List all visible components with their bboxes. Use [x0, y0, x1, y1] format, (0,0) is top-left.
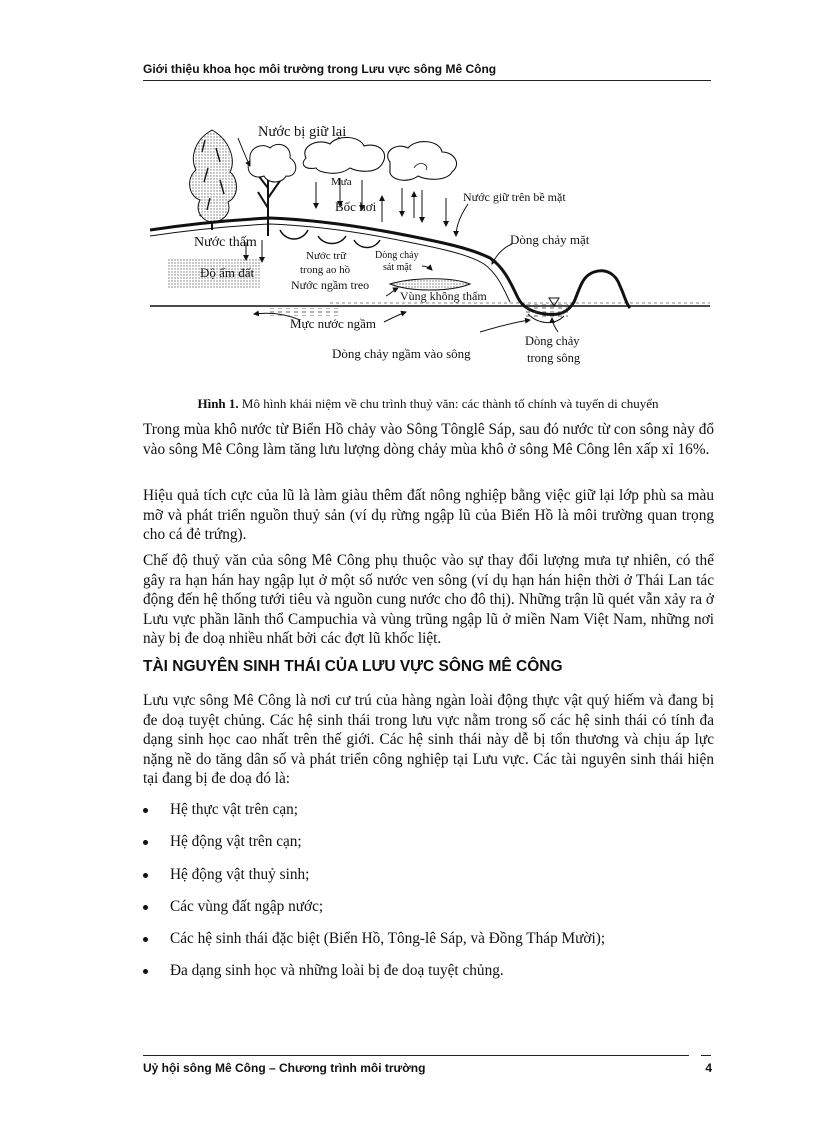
bullet-icon	[143, 937, 148, 942]
label-pond-storage-2: trong ao hồ	[300, 264, 351, 276]
label-impermeable-zone: Vùng không thấm	[400, 289, 487, 303]
footer-rule-short	[701, 1055, 711, 1056]
page-header: Giới thiệu khoa học môi trường trong Lưu vực sông Mê Công	[143, 62, 497, 76]
caption-number: Hình 1.	[197, 396, 239, 411]
bullet-icon	[143, 969, 148, 974]
label-subsurface-flow-1: Dòng chảy	[375, 250, 419, 261]
caption-text: Mô hình khái niệm về chu trình thuỷ văn: các thành tố chính và tuyến di chuyển	[238, 396, 659, 411]
paragraph: Trong mùa khô nước từ Biển Hồ chảy vào Sông Tônglê Sáp, sau đó nước từ con sông này đổ vào sông Mê Công làm tăng lưu lượng dòng chảy mùa khô ở sông Mê Công lên xấp xỉ 16%.	[143, 421, 714, 458]
label-surface-storage: Nước giữ trên bề mặt	[463, 190, 566, 204]
label-infiltration: Nước thấm	[194, 235, 257, 250]
page-number: 4	[705, 1061, 712, 1075]
label-river-flow-2: trong sông	[527, 351, 581, 365]
label-soil-moisture: Độ ẩm đất	[200, 265, 255, 280]
header-rule	[143, 80, 711, 81]
hydrologic-cycle-figure	[150, 118, 710, 380]
paragraph: Chế độ thuỷ văn của sông Mê Công phụ thuộc vào sự thay đổi lượng mưa tự nhiên, có thể gây ra hạn hán hay ngập lụt ở một số nước ven sông (ví dụ hạn hán hiện thời ở Thái Lan tác động đến hệ thống tưới tiêu và nguồn cung nước cho đô thị). Những trận lũ quét vẫn xảy ra ở Lưu vực phần lãnh thổ Campuchia và vùng trũng ngập lũ ở miền Nam Việt Nam, những nơi này bị đe doạ nhiều nhất bởi các đợt lũ khốc liệt.	[143, 552, 714, 647]
paragraph: Hiệu quả tích cực của lũ là làm giàu thêm đất nông nghiệp bằng việc giữ lại lớp phù sa màu mỡ và phát triển nguồn thuỷ sản (ví dụ rừng ngập lũ của Biển Hồ là môi trường quan trọng cho cá đẻ trứng).	[143, 487, 714, 543]
label-evaporation: Bốc hơi	[335, 199, 377, 214]
label-groundwater-to-river: Dòng chảy ngầm vào sông	[332, 346, 471, 361]
bullet-icon	[143, 905, 148, 910]
label-surface-runoff: Dòng chảy mặt	[510, 232, 590, 247]
section-heading: TÀI NGUYÊN SINH THÁI CỦA LƯU VỰC SÔNG MÊ CÔNG	[143, 658, 563, 675]
bullet-icon	[143, 808, 148, 813]
bullet-icon	[143, 873, 148, 878]
label-pond-storage-1: Nước trữ	[306, 250, 347, 262]
label-rain: Mưa	[331, 176, 352, 188]
label-river-flow-1: Dòng chảy	[525, 334, 580, 348]
label-water-table: Mực nước ngầm	[290, 316, 376, 331]
bullet-icon	[143, 840, 148, 845]
label-subsurface-flow-2: sát mặt	[383, 262, 412, 273]
label-retained: Nước bị giữ lại	[258, 124, 347, 140]
figure-caption	[143, 396, 713, 412]
page-footer: Uỷ hội sông Mê Công – Chương trình môi trường	[143, 1061, 426, 1075]
section-paragraph: Lưu vực sông Mê Công là nơi cư trú của hàng ngàn loài động thực vật quý hiếm và đang bị đe doạ tuyệt chủng. Các hệ sinh thái trong lưu vực nằm trong số các hệ sinh thái có tính đa dạng sinh học cao nhất trên thế giới. Các hệ sinh thái này dễ bị tổn thương và chịu áp lực nặng nề do tăng dân số và phát triển công nghiệp tại Lưu vực. Các tài nguyên sinh thái hiện tại đang bị đe doạ đó là:	[143, 692, 714, 787]
label-perched-water: Nước ngầm treo	[291, 278, 370, 292]
footer-rule	[143, 1055, 689, 1056]
cloud-icon	[303, 137, 456, 180]
